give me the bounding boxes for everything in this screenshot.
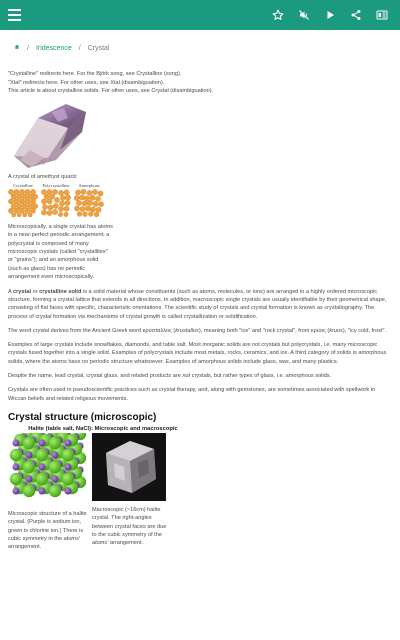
halite-macroscopic-caption (92, 506, 170, 547)
figure-caption: Microscopically, a single crystal has atoms in a near-perfect periodic arrangement; a polycrystal is composed of many microscopic crystals (called "crystallites" or "grains"); and an amorphous solid (such as glass) has no periodic arrangement even microscopically. (8, 223, 113, 281)
polycrystalline-lattice-graphic (41, 189, 71, 217)
sodium-atom (38, 487, 45, 494)
sodium-atom (25, 451, 32, 458)
article-paragraph (8, 288, 392, 321)
article-paragraph: Examples of large crystals include snowflakes, diamonds, and table salt. Most inorganic solids are not crystals but polycrystals, i.e. many microscopic crystals fused together into a single solid. Examples of polycrystals include most metals, rocks, ceramics, and ice. A third category of solids is amorphous solids, where the atoms have no periodic structure whatsoever. Examples of amorphous solids include glass, wax, and many plastics. (8, 342, 387, 365)
play-icon[interactable] (324, 9, 336, 21)
chlorine-atom (49, 437, 61, 449)
app-bar (0, 0, 400, 30)
sodium-atom (38, 463, 45, 470)
text-run: arrangement. (108, 540, 144, 547)
italic-term: not (182, 373, 191, 380)
chlorine-atom (36, 473, 48, 485)
hatnote[interactable]: "Xtal" redirects here. For other uses, see Xtal (disambiguation). (8, 79, 165, 86)
text-run: Macroscopic (~16cm) halite crystal. The right-angles between crystal faces are due to the cubic symmetry of the (92, 507, 167, 538)
text-run: or (31, 288, 40, 295)
solid-types-diagram[interactable] (8, 183, 392, 217)
halite-lattice-image[interactable] (8, 433, 86, 505)
chlorine-atom (23, 461, 35, 473)
breadcrumb-current: Crystal (87, 44, 110, 52)
app-bar-actions (272, 0, 388, 30)
lattice-label: Polycrystalline (42, 182, 70, 188)
hatnote[interactable]: "Crystalline" redirects here. For the Björk song, see Crystalline (song). (8, 71, 182, 77)
italic-term: atoms' (63, 535, 80, 542)
sodium-atom (12, 439, 19, 446)
chlorine-atom (49, 485, 61, 497)
article-paragraph: Crystals are often used in pseudoscientific practices such as crystal therapy, and, along with gemstones, are sometimes associated with spellwork in Wiccan beliefs and related religious movements. (8, 387, 376, 402)
reader-mode-icon[interactable] (376, 9, 388, 21)
halite-table-header: Halite (table salt, NaCl): Microscopic and macroscopic (28, 425, 178, 432)
chlorine-atom (62, 449, 74, 461)
text-run: derives from the Ancient Greek word κρύσταλλος ( (49, 327, 176, 334)
chlorine-atom (62, 473, 74, 485)
breadcrumb (14, 44, 109, 52)
mute-icon[interactable] (298, 9, 310, 21)
home-icon[interactable] (14, 44, 20, 52)
sodium-atom (64, 463, 71, 470)
sodium-atom (12, 463, 19, 470)
halite-microscopic-cell (8, 433, 88, 551)
sodium-atom (38, 439, 45, 446)
amorphous-lattice-graphic (74, 189, 104, 217)
text-run: crystals, but rather types of glass, i.e. amorphous solids. (190, 373, 332, 380)
chlorine-atom (10, 449, 22, 461)
halite-macroscopic-cell (92, 433, 170, 551)
chlorine-atom (49, 461, 61, 473)
sodium-atom (12, 487, 19, 494)
amorphous-lattice (74, 183, 104, 217)
hatnote[interactable]: This article is about crystalline solids. For other uses, see Crystal (disambiguation). (8, 88, 214, 94)
sodium-atom (25, 475, 32, 482)
sodium-atom (51, 475, 58, 482)
chlorine-atom (23, 485, 35, 497)
halite-crystal-photo[interactable] (92, 433, 166, 501)
breadcrumb-parent-link[interactable]: Iridescence (35, 44, 72, 52)
text-run: Despite the name, lead crystal, crystal glass, and related products are (8, 373, 183, 380)
text-run: Microscopic structure of a halite crystal. (Purple is sodium ion, green is chlorine ion.) There is cubic symmetry in the (8, 511, 87, 542)
text-run: ), meaning both "ice" and "rock crystal", from κρύος ( (198, 327, 330, 334)
bold-term: crystal (12, 288, 32, 295)
breadcrumb-separator: / (78, 44, 81, 52)
italic-term: kruos (329, 327, 343, 334)
breadcrumb-separator: / (27, 44, 29, 52)
chlorine-atom (23, 437, 35, 449)
chlorine-atom (10, 473, 22, 485)
article-paragraph (8, 327, 392, 335)
section-heading: Crystal structure (microscopic) (8, 411, 157, 423)
article-content (8, 70, 392, 551)
lattice-label: Crystalline (13, 182, 33, 188)
halite-table (8, 433, 178, 551)
figure-caption: A crystal of amethyst quartz (8, 173, 77, 180)
text-run: A (8, 288, 13, 295)
crystalline-lattice (8, 183, 38, 217)
amethyst-quartz-image[interactable] (8, 98, 90, 170)
hatnotes (8, 70, 392, 96)
sodium-atom (51, 451, 58, 458)
hamburger-menu-icon[interactable] (8, 9, 21, 21)
lattice-label: Amorphous (78, 182, 100, 188)
polycrystalline-lattice (41, 183, 71, 217)
share-icon[interactable] (350, 9, 362, 21)
sodium-atom (64, 487, 71, 494)
text-run: arrangement. (8, 544, 42, 551)
article-paragraph (8, 372, 392, 380)
italic-term: krustallos (175, 327, 199, 334)
italic-term: crystal (32, 327, 50, 334)
italic-term: atoms' (92, 540, 109, 547)
halite-microscopic-caption (8, 510, 88, 551)
text-run: The word (8, 327, 33, 334)
crystalline-lattice-graphic (8, 189, 38, 217)
bold-term: crystalline solid (39, 288, 82, 295)
sodium-atom (64, 439, 71, 446)
star-icon[interactable] (272, 9, 284, 21)
text-run: ), "icy cold, frost". (342, 327, 387, 334)
text-run: is a solid material whose constituents (such as atoms, molecules, or ions) are arranged in a highly ordered microscopic structure, forming a crystal lattice that extends in all directions. In addition, macroscopic single crystals are usually identifiable by their geometrical shape, consisting of flat faces with specific, characteristic orientations. The scientific study of crystals and crystal formation is known as crystallography. The process of crystal formation via mechanisms of crystal growth is called crystallization or solidification. (8, 288, 387, 320)
chlorine-atom (36, 449, 48, 461)
